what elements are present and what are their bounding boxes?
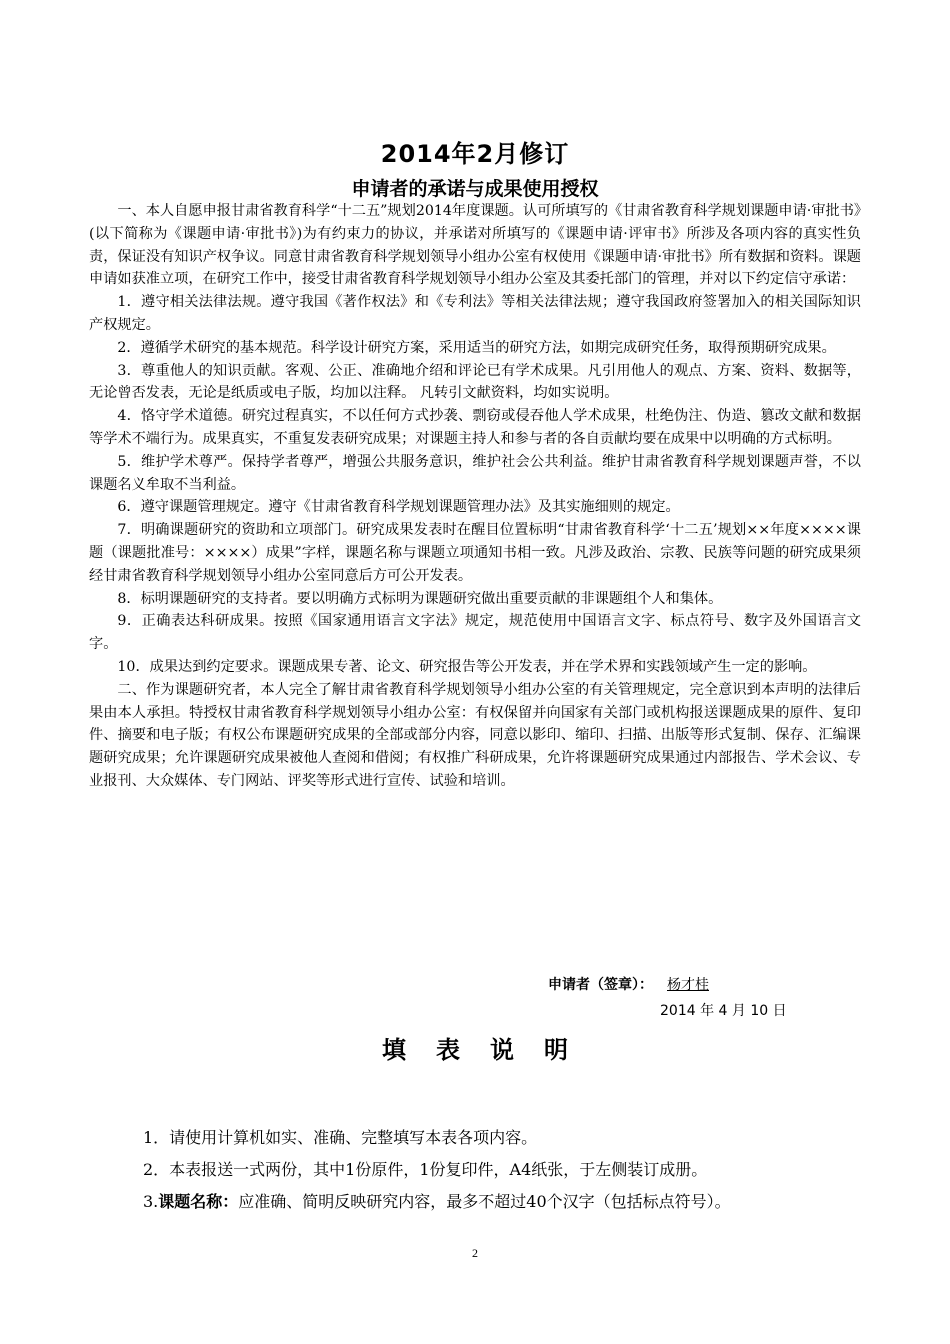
commitment-body xyxy=(89,200,861,793)
signature-date: 2014 年 4 月 10 日 xyxy=(660,1003,787,1019)
commitment-item-4: 4．恪守学术道德。研究过程真实，不以任何方式抄袭、剽窃或侵吞他人学术成果，杜绝伪注、伪造、篡改文献和数据等学术不端行为。成果真实，不重复发表研究成果；对课题主持人和参与者的各自贡献均要在成果中以明确的方式标明。 xyxy=(89,408,861,447)
instructions-heading: 填表说明 xyxy=(382,1035,598,1064)
commitment-item-3: 3．尊重他人的知识贡献。客观、公正、准确地介绍和评论已有学术成果。凡引用他人的观点、方案、资料、数据等，无论曾否发表，无论是纸质或电子版，均加以注释。 凡转引文献资料，均如实说明。 xyxy=(89,362,861,402)
signature-line xyxy=(548,974,717,994)
commitment-item-10: 10．成果达到约定要求。课题成果专著、论文、研究报告等公开发表，并在学术界和实践领域产生一定的影响。 xyxy=(117,658,817,675)
commitment-item-6: 6．遵守课题管理规定。遵守《甘肃省教育科学规划课题管理办法》及其实施细则的规定。 xyxy=(117,499,680,516)
instruction-item-3-number: 3. xyxy=(143,1192,159,1211)
instruction-item-3 xyxy=(143,1186,873,1218)
commitment-item-2: 2．遵循学术研究的基本规范。科学设计研究方案，采用适当的研究方法，如期完成研究任务，取得预期研究成果。 xyxy=(117,339,836,356)
instruction-item-3-text: 应准确、简明反映研究内容，最多不超过40个汉字（包括标点符号）。 xyxy=(238,1192,731,1211)
signature-name: 杨才桂 xyxy=(667,977,709,993)
commitment-item-8: 8．标明课题研究的支持者。要以明确方式标明为课题研究做出重要贡献的非课题组个人和集体。 xyxy=(117,590,723,607)
commitment-item-1: 1．遵守相关法律法规。遵守我国《著作权法》和《专利法》等相关法律法规；遵守我国政府签署加入的相关国际知识产权规定。 xyxy=(89,294,861,333)
authorization-paragraph: 二、作为课题研究者，本人完全了解甘肃省教育科学规划领导小组办公室的有关管理规定，完全意识到本声明的法律后果由本人承担。特授权甘肃省教育科学规划领导小组办公室：有权保留并向国家有关部门或机构报送课题成果的原件、复印件、摘要和电子版；有权公布课题研究成果的全部或部分内容，同意以影印、缩印、扫描、出版等形式复制、保存、汇编课题研究成果；允许课题研究成果被他人查阅和借阅；有权推广科研成果，允许将课题研究成果通过内部报告、学术会议、专业报刊、大众媒体、专门网站、评奖等形式进行宣传、试验和培训。 xyxy=(89,681,861,789)
commitment-item-7: 7．明确课题研究的资助和立项部门。研究成果发表时在醒目位置标明“甘肃省教育科学‘十二五’规划××年度××××课题（课题批准号：××××）成果”字样，课题名称与课题立项通知书相一致。凡涉及政治、宗教、民族等问题的研究成果须经甘肃省教育科学规划领导小组办公室同意后方可公开发表。 xyxy=(89,522,861,584)
commitment-paragraph-intro: 一、本人自愿申报甘肃省教育科学“十二五”规划2014年度课题。认可所填写的《甘肃省教育科学规划课题申请·审批书》(以下简称为《课题申请·审批书》)为有约束力的协议，并承诺对所填写的《课题申请·评审书》所涉及各项内容的真实性负责，保证没有知识产权争议。同意甘肃省教育科学规划领导小组办公室有权使用《课题申请·审批书》所有数据和资料。课题申请如获准立项，在研究工作中，接受甘肃省教育科学规划领导小组办公室及其委托部门的管理，并对以下约定信守承诺： xyxy=(89,203,861,288)
instruction-item-1: 1．请使用计算机如实、准确、完整填写本表各项内容。 xyxy=(143,1128,538,1147)
commitment-title: 申请者的承诺与成果使用授权 xyxy=(351,178,599,200)
instructions-list xyxy=(143,1122,873,1218)
signature-label: 申请者（签章）： xyxy=(548,977,653,993)
commitment-item-9: 9．正确表达科研成果。按照《国家通用语言文字法》规定，规范使用中国语言文字、标点符号、数字及外国语言文字。 xyxy=(89,613,861,653)
instruction-item-2: 2．本表报送一式两份，其中1份原件，1份复印件，A4纸张，于左侧装订成册。 xyxy=(143,1160,708,1179)
instruction-item-3-label: 课题名称： xyxy=(158,1192,239,1211)
revision-title: 2014年2月修订 xyxy=(380,140,570,168)
commitment-item-5: 5．维护学术尊严。保持学者尊严，增强公共服务意识，维护社会公共利益。维护甘肃省教育科学规划课题声誉，不以课题名义牟取不当利益。 xyxy=(89,453,861,493)
page-number: 2 xyxy=(472,1246,478,1260)
